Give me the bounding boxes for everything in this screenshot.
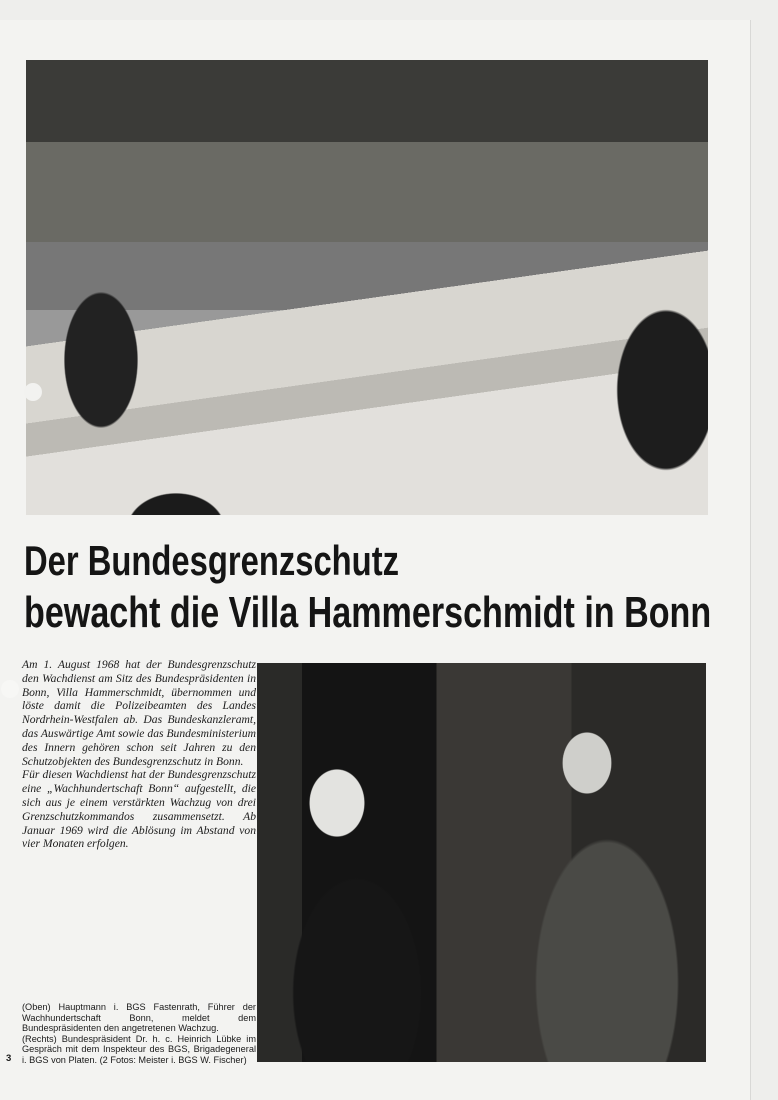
page-number: 3 — [6, 1053, 12, 1064]
punch-hole — [1, 680, 19, 698]
caption-right-photo: (Rechts) Bundespräsident Dr. h. c. Heinrich Lübke im Gespräch mit dem Inspekteur des BGS, Brigadegeneral i. BGS von Platen. (2 Fotos: Meister i. BGS W. Fischer) — [22, 1033, 256, 1065]
photo-captions — [22, 1002, 256, 1066]
caption-top-photo: (Oben) Hauptmann i. BGS Fastenrath, Führer der Wachhundertschaft Bonn, meldet dem Bundespräsidenten den angetretenen Wachzug. — [22, 1002, 256, 1034]
article-body — [22, 658, 256, 851]
punch-hole — [24, 383, 42, 401]
photo-honor-guard-parade — [26, 60, 708, 515]
article-paragraph: Für diesen Wachdienst hat der Bundesgrenzschutz eine „Wachhundertschaft Bonn“ aufgestellt, die sich aus je einem verstärkten Wachzug von drei Grenzschutzkommandos zusammensetzt. Ab Januar 1969 wird die Ablösung im Abstand von vier Monaten erfolgen. — [22, 768, 256, 851]
headline-line-1: Der Bundesgrenzschutz — [24, 537, 399, 584]
article-paragraph: Am 1. August 1968 hat der Bundesgrenzschutz den Wachdienst am Sitz des Bundespräsidenten in Bonn, Villa Hammerschmidt, übernommen und löste damit die Polizeibeamten des Landes Nordrhein-Westfalen ab. Das Bundeskanzleramt, das Auswärtige Amt sowie das Bundesministerium des Innern gehören schon seit Jahren zu den Schutzobjekten des Bundesgrenzschutz in Bonn. — [22, 658, 256, 768]
headline-line-2: bewacht die Villa Hammerschmidt in Bonn — [24, 588, 712, 637]
photo-president-and-inspector — [257, 663, 706, 1062]
